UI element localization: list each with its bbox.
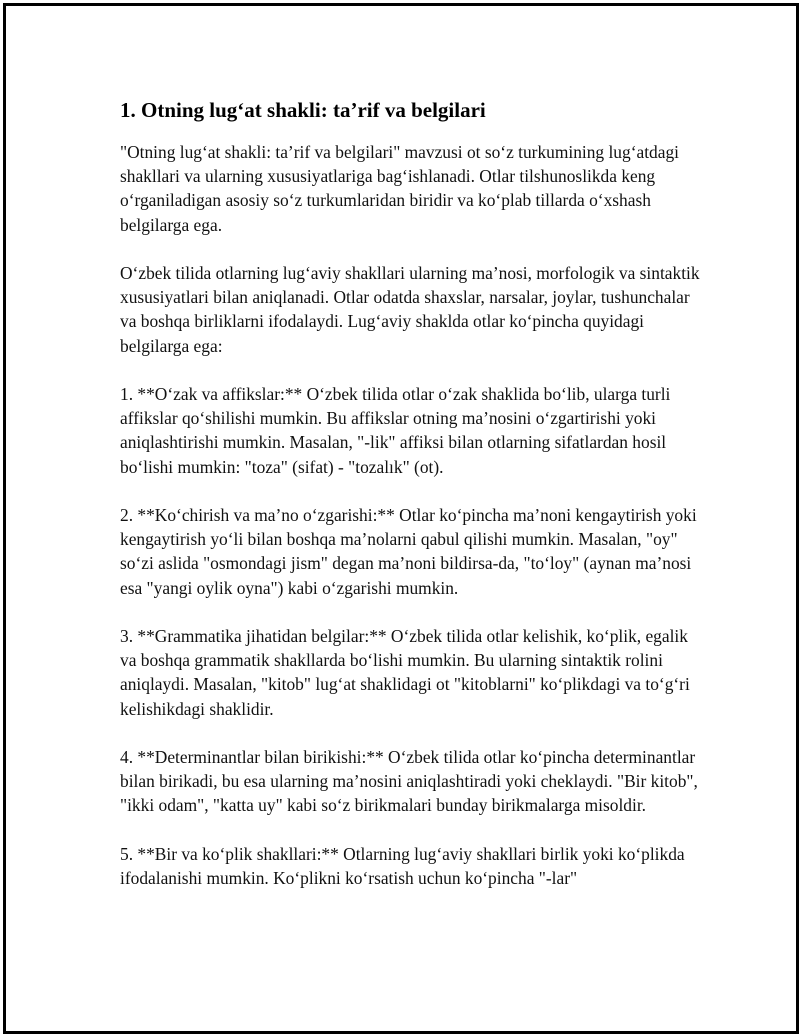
list-item-3: 3. **Grammatika jihatidan belgilar:** O‘zbek tilida otlar kelishik, ko‘plik, egalik va boshqa grammatik shakllarda bo‘lishi mumkin. Bu ularning sintaktik rolini aniqlaydi. Masalan, "kitob" lug‘at shaklidagi ot "kitoblarni" ko‘plikdagi va to‘g‘ri kelishikdagi shaklidir.	[120, 626, 690, 719]
list-item-2: 2. **Ko‘chirish va ma’no o‘zgarishi:** Otlar ko‘pincha ma’noni kengaytirish yoki kengaytirish yo‘li bilan boshqa ma’nolarni qabul qilishi mumkin. Masalan, "oy" so‘zi aslida "osmondagi jism" degan ma’noni bildirsa-da, "to‘loy" (aynan ma’nosi esa "yangi oylik oyna") kabi o‘zgarishi mumkin.	[120, 505, 697, 598]
list-item-1: 1. **O‘zak va affikslar:** O‘zbek tilida otlar o‘zak shaklida bo‘lib, ularga turli affikslar qo‘shilishi mumkin. Bu affikslar otning ma’nosini o‘zgartirishi yoki aniqlashtirishi mumkin. Masalan, "-lik" affiksi bilan otlarning sifatlardan hosil bo‘lishi mumkin: "toza" (sifat) - "tozalık" (ot).	[120, 384, 671, 477]
document-body	[120, 96, 700, 914]
paragraph-overview: O‘zbek tilida otlarning lug‘aviy shakllari ularning ma’nosi, morfologik va sintaktik xususiyatlari bilan aniqlanadi. Otlar odatda shaxslar, narsalar, joylar, tushunchalar va boshqa birliklarni ifodalaydi. Lug‘aviy shaklda otlar ko‘pincha quyidagi belgilarga ega:	[120, 263, 700, 356]
list-item-4: 4. **Determinantlar bilan birikishi:** O‘zbek tilida otlar ko‘pincha determinantlar bilan birikadi, bu esa ularning ma’nosini aniqlashtiradi yoki cheklaydi. "Bir kitob", "ikki odam", "katta uy" kabi so‘z birikmalari bunday birikmalarga misoldir.	[120, 747, 698, 816]
page-frame	[3, 3, 799, 1034]
paragraph-intro: "Otning lug‘at shakli: ta’rif va belgilari" mavzusi ot so‘z turkumining lug‘atdagi shakllari va ularning xususiyatlariga bag‘ishlanadi. Otlar tilshunoslikda keng o‘rganiladigan asosiy so‘z turkumlaridan biridir va ko‘plab tillarda o‘xshash belgilarga ega.	[120, 142, 679, 235]
list-item-5: 5. **Bir va ko‘plik shakllari:** Otlarning lug‘aviy shakllari birlik yoki ko‘plikda ifodalanishi mumkin. Ko‘plikni ko‘rsatish uchun ko‘pincha "-lar"	[120, 843, 685, 888]
section-title: 1. Otning lug‘at shakli: ta’rif va belgilari	[120, 98, 486, 122]
